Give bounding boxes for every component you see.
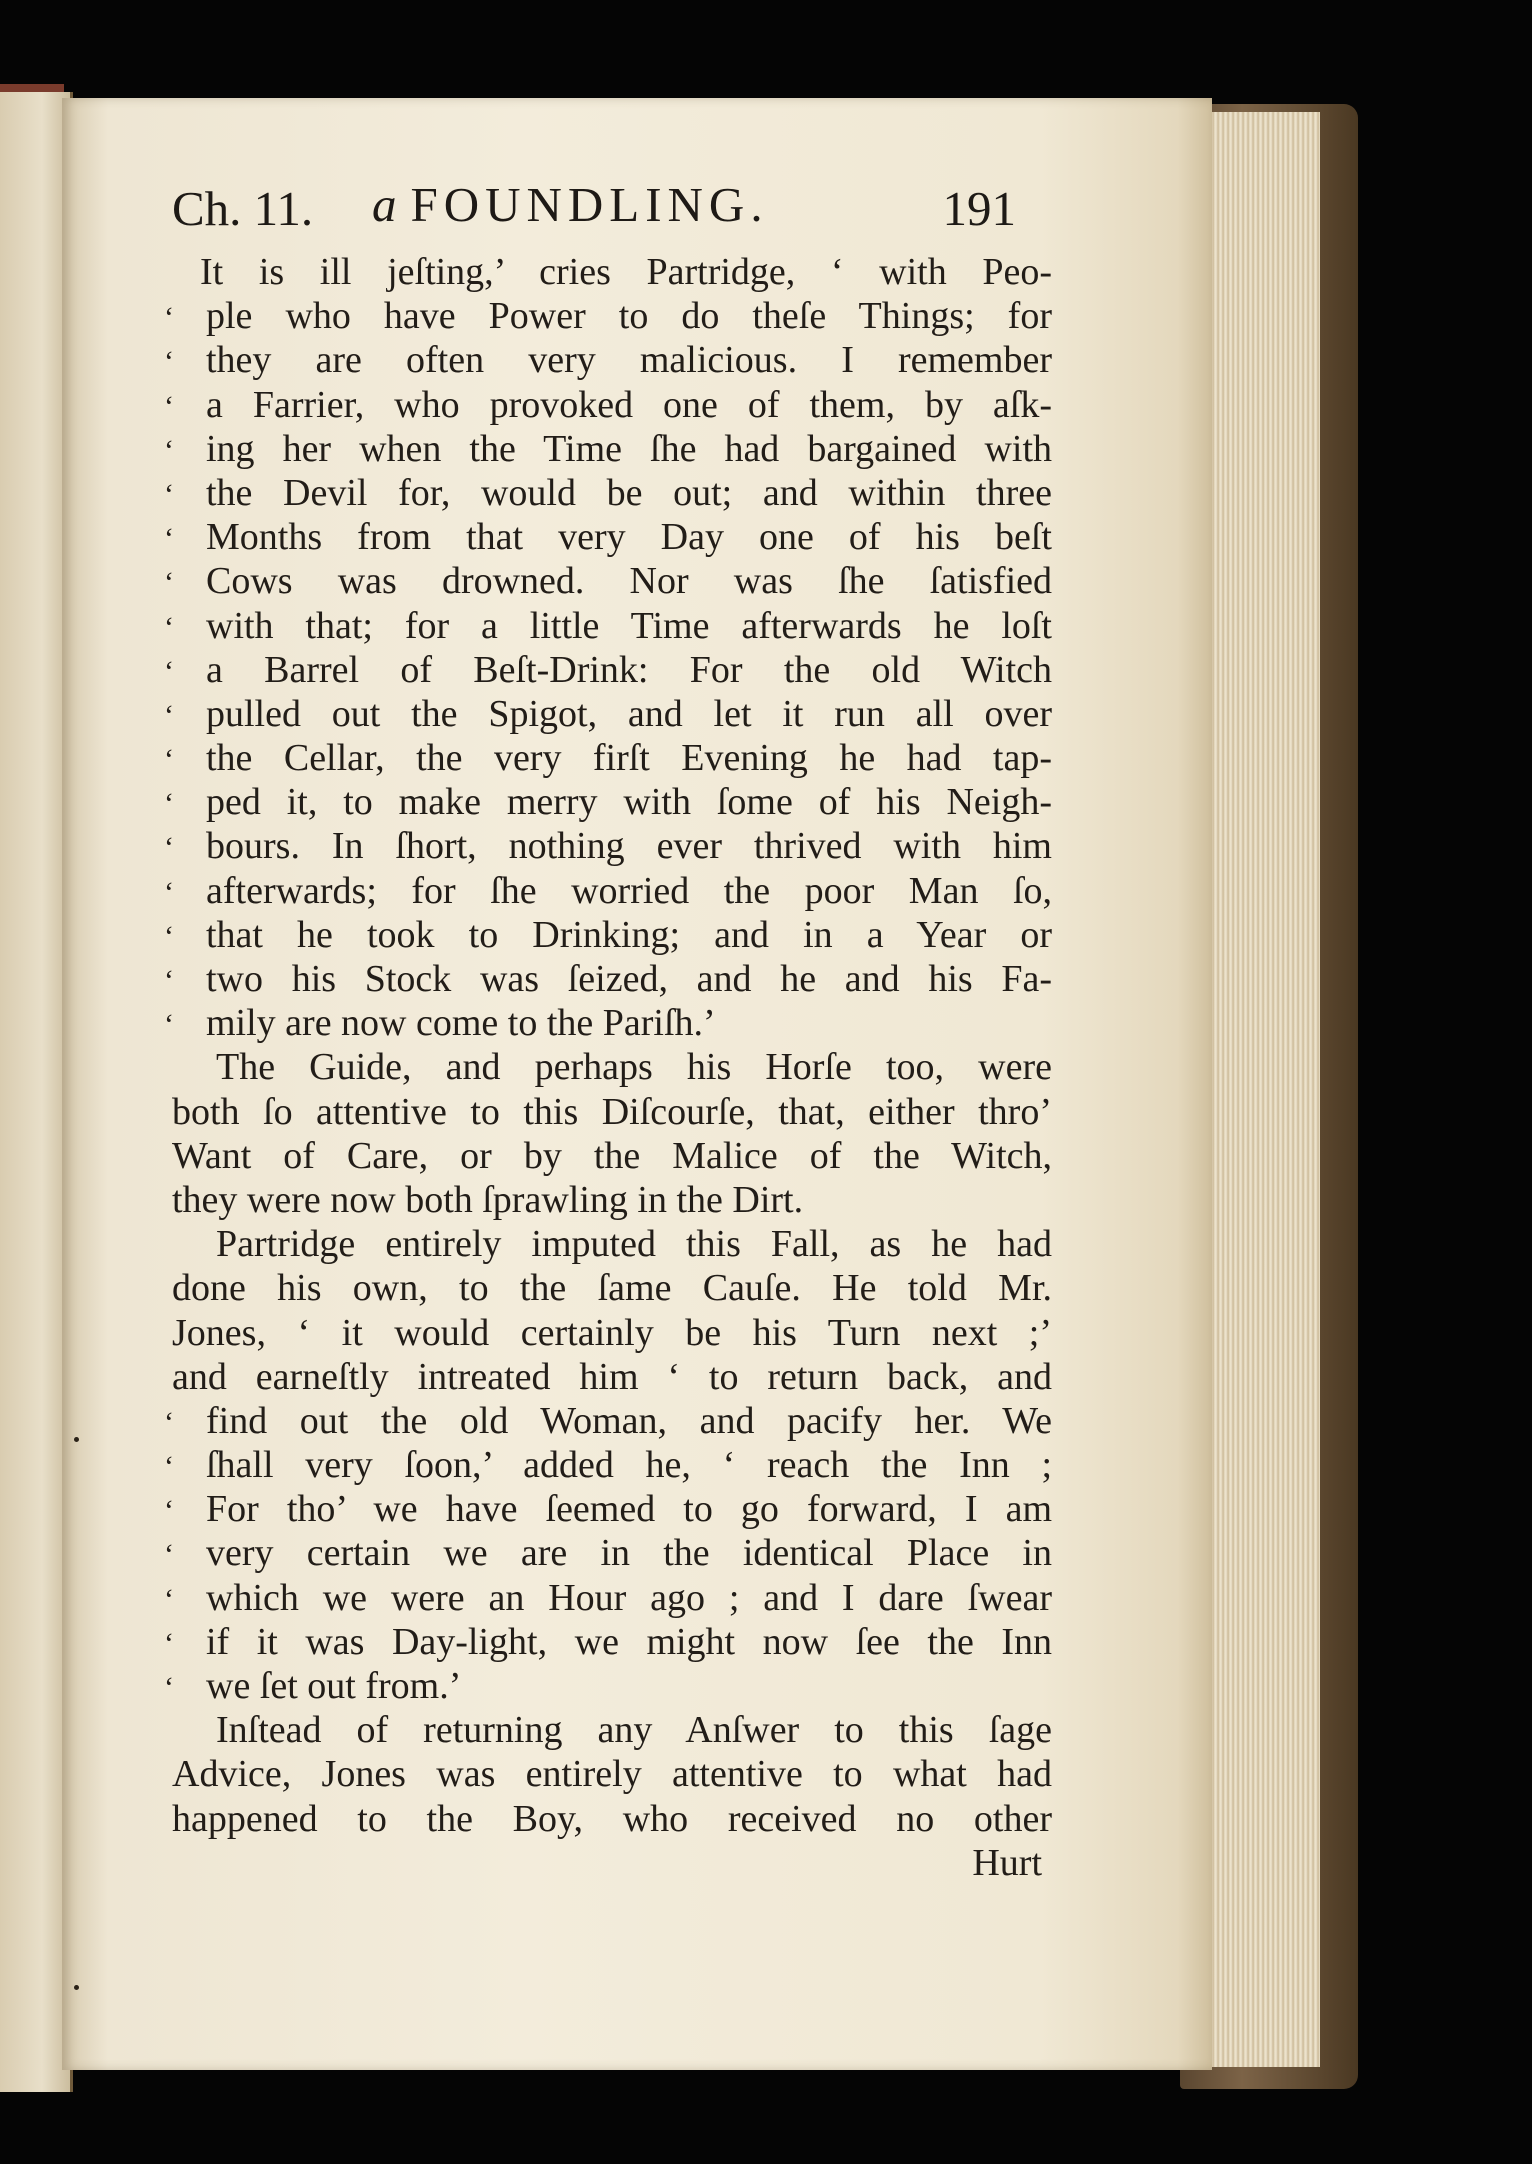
text-line: Jones, ‘ it would certainly be his Turn next ;’ [172, 1311, 1052, 1354]
text-line: ‘ a Barrel of Beſt-Drink: For the old Witch [172, 648, 1052, 692]
page-number: 191 [942, 181, 1016, 236]
running-header [172, 177, 1032, 250]
text-line: ‘ ped it, to make merry with ſome of his Neigh- [172, 780, 1052, 824]
text-line: It is ill jeſting,’ cries Partridge, ‘ with Peo- [200, 251, 1052, 293]
text-line: ‘ the Cellar, the very firſt Evening he had tap- [172, 736, 1052, 780]
text-line: they were now both ſprawling in the Dirt. [172, 1178, 804, 1221]
text-line: ‘ two his Stock was ſeized, and he and his Fa- [172, 957, 1052, 1001]
catchword: Hurt [972, 1841, 1042, 1884]
text-line: ‘ afterwards; for ſhe worried the poor Man ſo, [172, 869, 1052, 913]
text-line: and earneſtly intreated him ‘ to return back, and [172, 1355, 1052, 1398]
text-line: ‘ with that; for a little Time afterwards he loſt [172, 604, 1052, 648]
text-line: ‘ the Devil for, would be out; and within three [172, 471, 1052, 515]
text-line: ‘ mily are now come to the Pariſh.’ [172, 1001, 1052, 1045]
text-line: ‘ ſhall very ſoon,’ added he, ‘ reach the Inn ; [172, 1443, 1052, 1487]
text-line: Advice, Jones was entirely attentive to what had [172, 1753, 1052, 1796]
text-line: ‘ Cows was drowned. Nor was ſhe ſatisfied [172, 559, 1052, 603]
text-line: ‘ ple who have Power to do theſe Things; for [172, 294, 1052, 338]
text-line: Partridge entirely imputed this Fall, as he had [216, 1223, 1052, 1266]
text-line: ‘ bours. In ſhort, nothing ever thrived with him [172, 824, 1052, 868]
gutter-mark [74, 1985, 79, 1990]
text-line: Inſtead of returning any Anſwer to this ſage [216, 1709, 1052, 1752]
running-title-prefix: a [372, 177, 397, 232]
chapter-label: Ch. 11. [172, 181, 314, 236]
gutter-mark [74, 1437, 79, 1442]
text-line: Want of Care, or by the Malice of the Witch, [172, 1134, 1052, 1177]
text-line: ‘ For tho’ we have ſeemed to go forward, I am [172, 1487, 1052, 1531]
text-line: ‘ Months from that very Day one of his beſt [172, 515, 1052, 559]
text-line: ‘ very certain we are in the identical Place in [172, 1531, 1052, 1575]
text-line: ‘ find out the old Woman, and pacify her. We [172, 1399, 1052, 1443]
text-line: ‘ that he took to Drinking; and in a Year or [172, 913, 1052, 957]
text-line: ‘ a Farrier, who provoked one of them, by aſk- [172, 383, 1052, 427]
text-line: both ſo attentive to this Diſcourſe, that, either thro’ [172, 1090, 1052, 1133]
text-line: ‘ they are often very malicious. I remember [172, 338, 1052, 382]
body-text [172, 250, 1052, 1885]
text-line: ‘ which we were an Hour ago ; and I dare ſwear [172, 1576, 1052, 1620]
text-line: ‘ if it was Day-light, we might now ſee the Inn [172, 1620, 1052, 1664]
text-line: ‘ ing her when the Time ſhe had bargained with [172, 427, 1052, 471]
running-title [372, 176, 769, 233]
text-line: The Guide, and perhaps his Horſe too, were [216, 1046, 1052, 1089]
text-line: happened to the Boy, who received no other [172, 1797, 1052, 1840]
text-line: done his own, to the ſame Cauſe. He told Mr. [172, 1267, 1052, 1310]
text-line: ‘ pulled out the Spigot, and let it run all over [172, 692, 1052, 736]
running-title-word: FOUNDLING. [410, 177, 769, 232]
text-line: ‘ we ſet out from.’ [172, 1664, 1052, 1708]
